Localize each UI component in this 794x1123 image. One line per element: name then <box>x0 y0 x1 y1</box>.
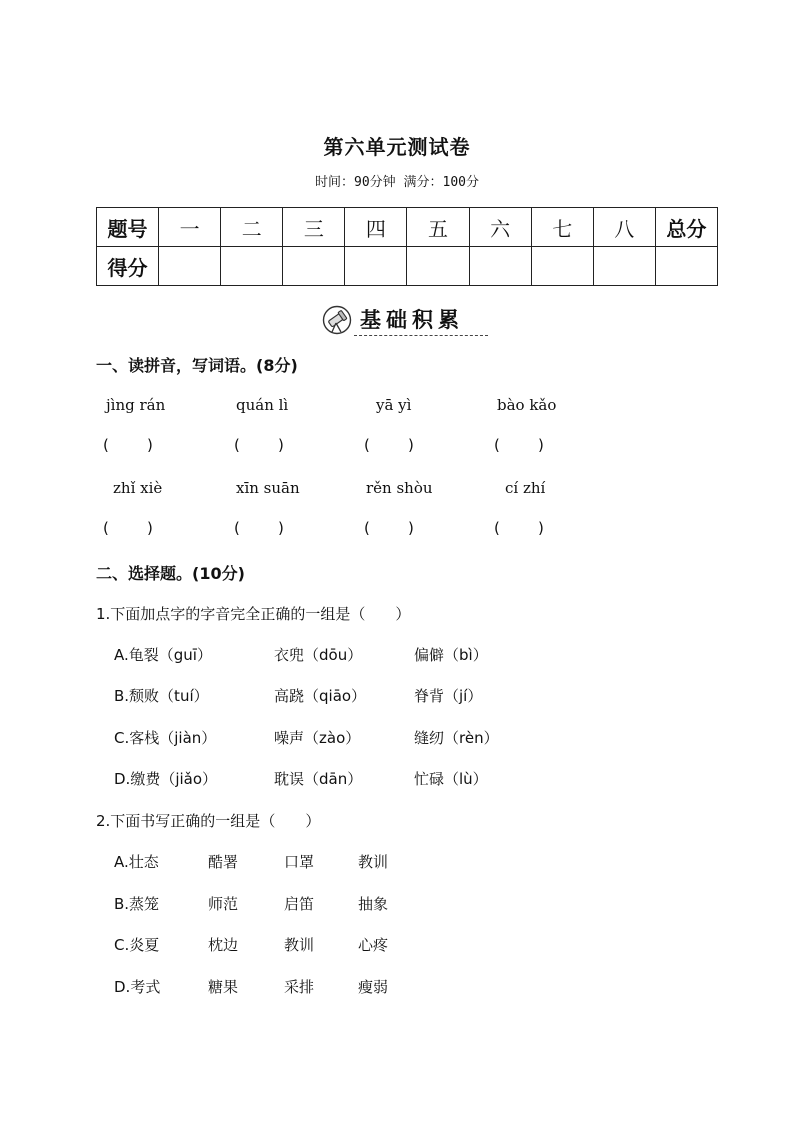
q2-option-word: 采排 <box>284 978 315 996</box>
q2-option-word: 抽象 <box>358 895 389 913</box>
q1-option-word: 噪声（zào） <box>274 729 361 747</box>
section1-heading: 一、读拼音，写词语。(8分) <box>96 356 298 375</box>
score-header-cell: 二 <box>221 208 283 247</box>
pinyin-item: quán lì <box>236 396 289 414</box>
question-2-stem: 2.下面书写正确的一组是（ ） <box>96 812 321 830</box>
q2-option[interactable]: B.蒸笼 <box>114 895 160 913</box>
q1-option-word: 衣兜（dōu） <box>274 646 363 664</box>
q2-option-word: 教训 <box>284 936 315 954</box>
q1-option[interactable]: C.客栈（jiàn） <box>114 729 217 747</box>
pinyin-item: xīn suān <box>236 479 300 497</box>
score-cell <box>469 247 531 286</box>
q1-option-word: 高跷（qiāo） <box>274 687 367 705</box>
pinyin-item: zhǐ xiè <box>113 479 163 497</box>
q1-option[interactable]: B.颓败（tuí） <box>114 687 209 705</box>
q2-option-word: 师范 <box>208 895 239 913</box>
answer-blank[interactable]: ( ) <box>103 436 153 454</box>
q2-option[interactable]: A.壮态 <box>114 853 159 871</box>
q1-option-word: 脊背（jí） <box>414 687 483 705</box>
section-banner <box>322 302 492 338</box>
q2-option-word: 启笛 <box>284 895 315 913</box>
score-table-header-row <box>97 208 718 247</box>
q1-option[interactable]: D.缴费（jiǎo） <box>114 770 218 788</box>
banner-title: 基础积累 <box>360 308 464 332</box>
score-header-cell: 一 <box>159 208 221 247</box>
telescope-icon <box>322 305 352 335</box>
score-cell <box>283 247 345 286</box>
score-cell <box>593 247 655 286</box>
score-cell <box>221 247 283 286</box>
score-table-score-row <box>97 247 718 286</box>
answer-blank[interactable]: ( ) <box>103 519 153 537</box>
q1-option-word: 缝纫（rèn） <box>414 729 499 747</box>
q2-option-word: 教训 <box>358 853 389 871</box>
score-cell <box>345 247 407 286</box>
q2-option-word: 枕边 <box>208 936 239 954</box>
banner-underline <box>354 335 488 336</box>
answer-blank[interactable]: ( ) <box>364 519 414 537</box>
answer-blank[interactable]: ( ) <box>234 519 284 537</box>
score-header-cell: 总分 <box>655 208 717 247</box>
q2-option-word: 口罩 <box>284 853 315 871</box>
q1-option-word: 忙碌（lù） <box>414 770 488 788</box>
answer-blank[interactable]: ( ) <box>364 436 414 454</box>
pinyin-item: bào kǎo <box>497 396 557 414</box>
score-row-label: 得分 <box>97 247 159 286</box>
score-header-cell: 五 <box>407 208 469 247</box>
score-header-cell: 六 <box>469 208 531 247</box>
pinyin-item: rěn shòu <box>366 479 433 497</box>
q1-option-word: 偏僻（bì） <box>414 646 488 664</box>
answer-blank[interactable]: ( ) <box>494 436 544 454</box>
q2-option-word: 心疼 <box>358 936 389 954</box>
score-header-cell: 题号 <box>97 208 159 247</box>
score-cell <box>655 247 717 286</box>
score-cell <box>159 247 221 286</box>
question-1-stem: 1.下面加点字的字音完全正确的一组是（ ） <box>96 605 411 623</box>
score-header-cell: 三 <box>283 208 345 247</box>
section2-heading: 二、选择题。(10分) <box>96 564 245 583</box>
score-header-cell: 八 <box>593 208 655 247</box>
q2-option-word: 糖果 <box>208 978 239 996</box>
exam-meta: 时间：90分钟 满分：100分 <box>315 175 479 190</box>
pinyin-item: yā yì <box>376 396 412 414</box>
q2-option[interactable]: D.考式 <box>114 978 161 996</box>
score-header-cell: 四 <box>345 208 407 247</box>
q1-option[interactable]: A.龟裂（guī） <box>114 646 212 664</box>
score-header-cell: 七 <box>531 208 593 247</box>
score-cell <box>531 247 593 286</box>
page-title: 第六单元测试卷 <box>323 135 471 159</box>
q1-option-word: 耽误（dān） <box>274 770 363 788</box>
score-table <box>96 207 718 286</box>
q2-option[interactable]: C.炎夏 <box>114 936 160 954</box>
score-cell <box>407 247 469 286</box>
answer-blank[interactable]: ( ) <box>494 519 544 537</box>
pinyin-item: jìng rán <box>106 396 166 414</box>
answer-blank[interactable]: ( ) <box>234 436 284 454</box>
pinyin-item: cí zhí <box>505 479 546 497</box>
q2-option-word: 酷署 <box>208 853 239 871</box>
q2-option-word: 瘦弱 <box>358 978 389 996</box>
